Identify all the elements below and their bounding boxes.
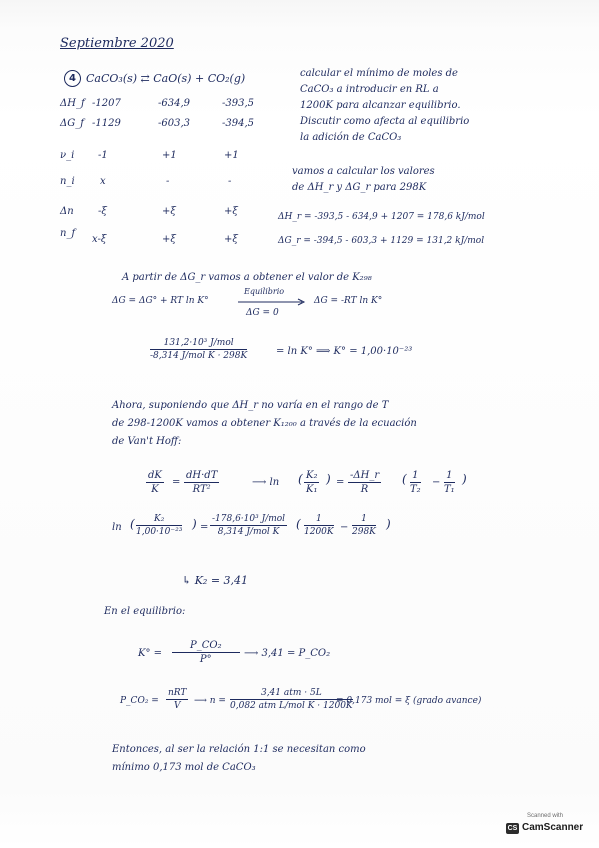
minus-sign: −: [432, 477, 441, 488]
table-cell: +ξ: [224, 206, 238, 217]
fraction-denominator: P°: [199, 654, 212, 665]
camscanner-logo-icon: CS: [507, 825, 518, 832]
equals-sign: =: [200, 522, 209, 533]
k298-intro: A partir de ΔG_r vamos a obtener el valor de K₂₉₈: [122, 272, 372, 283]
statement-line: 1200K para alcanzar equilibrio.: [300, 100, 461, 111]
dh-over-r: [348, 470, 381, 495]
fraction-numerator: 1: [410, 470, 421, 483]
vanthoff-intro-line: de Van't Hoff:: [112, 436, 182, 447]
conclusion-line: Entonces, al ser la relación 1:1 se necesitan como: [112, 744, 366, 755]
one-over-t2: [410, 470, 421, 495]
table-cell: +1: [224, 150, 239, 161]
fraction-denominator: 298K: [352, 527, 376, 537]
k298-fraction: [150, 338, 247, 361]
vanthoff-intro-line: Ahora, suponiendo que ΔH_r no varía en el rango de T: [112, 400, 389, 411]
fraction-denominator: 8,314 J/mol K: [217, 527, 280, 537]
nrt-over-v: [166, 688, 188, 711]
conclusion-line: mínimo 0,173 mol de CaCO₃: [112, 762, 256, 773]
table-cell: +ξ: [162, 234, 176, 245]
fraction-numerator: K₂: [306, 470, 318, 481]
fraction-denominator: K: [151, 484, 159, 495]
fraction-denominator: V: [173, 701, 181, 711]
fraction-denominator: K₁: [306, 484, 318, 495]
arrow-icon: [238, 298, 308, 306]
fraction-denominator: 1200K: [304, 527, 334, 537]
moles-result: = 0,173 mol = ξ (grado avance): [336, 696, 482, 706]
moles-fraction: [230, 688, 353, 711]
table-cell: -: [166, 176, 170, 187]
table-cell: x-ξ: [92, 234, 107, 245]
k1200-result: ↳ K₂ = 3,41: [182, 574, 249, 587]
fraction-numerator: P_CO₂: [172, 640, 240, 653]
table-cell: -634,9: [158, 98, 191, 109]
problem-number: 4: [64, 70, 81, 87]
fraction-denominator: RT²: [192, 484, 211, 495]
fraction-numerator: 1: [304, 514, 334, 526]
k-lhs: K° =: [138, 648, 163, 659]
fraction-denominator: T₂: [410, 484, 421, 495]
table-cell: +ξ: [224, 234, 238, 245]
fraction-denominator: 1,00·10⁻²³: [136, 527, 183, 537]
minus-sign: −: [340, 522, 349, 533]
statement-line: calcular el mínimo de moles de: [300, 68, 458, 79]
k298-denominator: -8,314 J/mol K · 298K: [150, 351, 248, 361]
n-lhs: ⟶ n =: [194, 696, 226, 706]
table-cell: +ξ: [162, 206, 176, 217]
paren-right: ): [462, 472, 467, 486]
row-label: Δn: [60, 206, 74, 217]
row-label: n_f: [60, 228, 76, 239]
fraction-numerator: 3,41 atm · 5L: [230, 688, 353, 700]
paren-left: (: [296, 517, 301, 531]
arrow-ln: ⟶ ln: [252, 477, 280, 488]
equilibrium-note: Equilibrio: [244, 287, 285, 296]
table-cell: -394,5: [222, 118, 255, 129]
pco2-lhs: P_CO₂ =: [120, 696, 159, 706]
table-cell: -1129: [92, 118, 121, 129]
equals-sign: =: [336, 477, 345, 488]
table-cell: -: [228, 176, 232, 187]
paren-right: ): [386, 517, 391, 531]
k-rhs: ⟶ 3,41 = P_CO₂: [244, 648, 331, 659]
fraction-denominator: 0,082 atm L/mol K · 1200K: [230, 701, 353, 711]
reaction-equation: CaCO₃(s) ⇄ CaO(s) + CO₂(g): [86, 72, 246, 85]
ln-label: ln: [112, 522, 122, 533]
camscanner-badge: [503, 813, 587, 839]
page-date: Septiembre 2020: [60, 36, 174, 51]
enthalpy-result: ΔH_r = -393,5 - 634,9 + 1207 = 178,6 kJ/mol: [278, 212, 485, 222]
fraction-numerator: dK: [148, 470, 162, 481]
dh-substituted: [210, 514, 287, 537]
fraction-numerator: K₂: [136, 514, 182, 526]
row-label: ν_i: [60, 150, 75, 161]
statement-line: CaCO₃ a introducir en RL a: [300, 84, 439, 95]
k2-over-k1: [304, 470, 319, 495]
badge-brand: CamScanner: [522, 822, 584, 833]
gibbs-general-equation: ΔG = ΔG° + RT ln K°: [112, 296, 209, 306]
table-cell: -603,3: [158, 118, 191, 129]
fraction-denominator: T₁: [444, 484, 455, 495]
fraction-numerator: 1: [352, 514, 376, 526]
one-over-298k: [352, 514, 376, 537]
dh-dt-over-rt2: [184, 470, 219, 495]
one-over-1200k: [304, 514, 334, 537]
row-label: ΔH_f: [60, 98, 85, 109]
paren-right: ): [192, 517, 197, 531]
badge-caption: Scanned with: [526, 813, 564, 819]
table-cell: x: [100, 176, 106, 187]
row-label: n_i: [60, 176, 75, 187]
pco2-over-p0: [172, 640, 240, 665]
k298-numerator: 131,2·10³ J/mol: [150, 338, 247, 350]
fraction-numerator: nRT: [168, 688, 187, 698]
equilibrium-condition: ΔG = 0: [246, 308, 279, 318]
gibbs-equilibrium-equation: ΔG = -RT ln K°: [314, 296, 383, 306]
fraction-numerator: 1: [444, 470, 455, 483]
equals-sign: =: [172, 477, 181, 488]
paren-right: ): [326, 472, 331, 486]
one-over-t1: [444, 470, 455, 495]
paren-left: (: [402, 472, 407, 486]
table-cell: -ξ: [98, 206, 107, 217]
fraction-numerator: -178,6·10³ J/mol: [212, 514, 286, 524]
paren-left: (: [130, 517, 135, 531]
row-label: ΔG_f: [60, 118, 84, 129]
statement-line: la adición de CaCO₃: [300, 132, 402, 143]
dk-over-k: [146, 470, 164, 495]
table-cell: -1207: [92, 98, 121, 109]
fraction-numerator: -ΔH_r: [350, 470, 380, 481]
fraction-denominator: R: [360, 484, 369, 495]
calc-intro-line: de ΔH_r y ΔG_r para 298K: [292, 182, 427, 193]
paren-left: (: [298, 472, 303, 486]
vanthoff-intro-line: de 298-1200K vamos a obtener K₁₂₀₀ a través de la ecuación: [112, 418, 417, 429]
statement-line: Discutir como afecta al equilibrio: [300, 116, 470, 127]
table-cell: -1: [98, 150, 108, 161]
k298-result: = ln K° ⟹ K° = 1,00·10⁻²³: [276, 346, 413, 357]
gibbs-result: ΔG_r = -394,5 - 603,3 + 1129 = 131,2 kJ/mol: [278, 236, 485, 246]
calc-intro-line: vamos a calcular los valores: [292, 166, 435, 177]
k2-over-k298: [136, 514, 182, 537]
table-cell: -393,5: [222, 98, 255, 109]
table-cell: +1: [162, 150, 177, 161]
fraction-numerator: dH·dT: [186, 470, 218, 481]
equilibrium-label: En el equilibrio:: [104, 606, 186, 617]
